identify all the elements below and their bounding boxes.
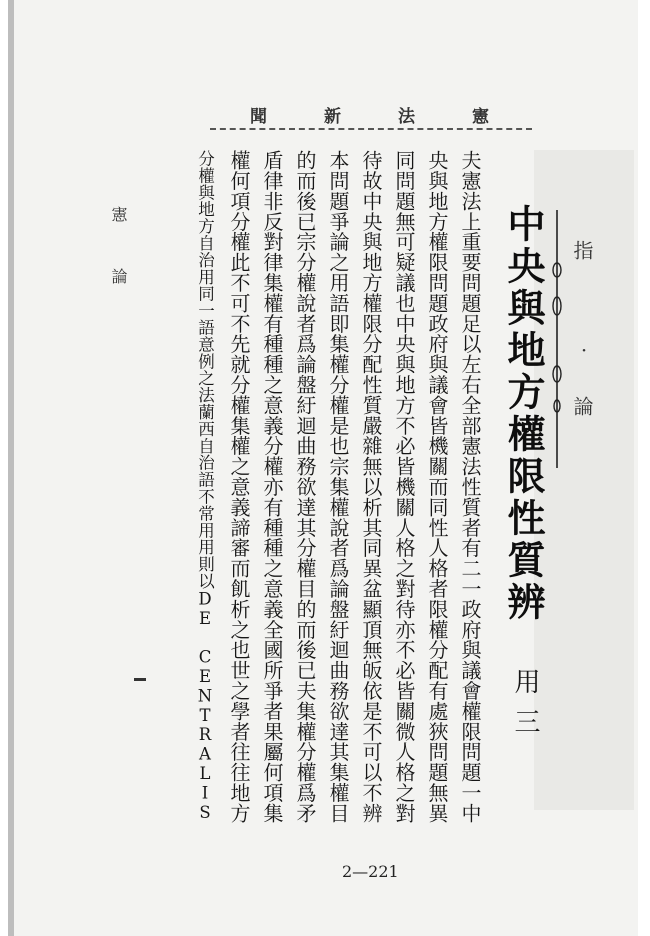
document-page — [8, 0, 638, 936]
side-label-right-top: 指 — [570, 240, 594, 260]
body-column: 待故中央與地方權限分配性質嚴雜無以析其同異盆顯頂無皈依是不可以不辨 — [359, 150, 383, 824]
body-column: 夫憲法上重要問題足以左右全部憲法性質者有二一政府與議會權限問題一中 — [458, 150, 482, 824]
header-char: 法 — [398, 107, 415, 127]
ornament-rule — [551, 210, 563, 468]
header-char: 新 — [324, 107, 341, 127]
side-label-left-top: 憲 — [109, 206, 128, 222]
body-column: 權何項分權此不可不先就分權集權之意義諦審而飢析之也世之學者往往地方 — [227, 150, 251, 824]
header-char: 憲 — [472, 107, 489, 127]
body-column: 分權與地方自治用同一語意例之法蘭西自治語不常用用則以DE CENTRALIS — [195, 150, 215, 823]
header-rule — [210, 128, 532, 130]
header-char: 聞 — [250, 107, 267, 127]
margin-mark — [134, 678, 146, 681]
side-label-right-mid: · — [572, 338, 596, 362]
body-column: 盾律非反對律集權有種種之意義分權亦有種種之意義全國所爭者果屬何項集 — [260, 150, 284, 824]
body-column: 央與地方權限問題政府與議會皆機關而同性人格者限權分配有處狹問題無異 — [425, 150, 449, 824]
body-column: 本問題爭論之用語即集權分權是也宗集權說者爲論盤紆迴曲務欲達其集權目 — [326, 150, 350, 824]
side-label-right-bottom: 論 — [570, 396, 594, 416]
body-column: 的而後已宗分權說者爲論盤紆迴曲務欲達其分權目的而後已夫集權分權爲矛 — [293, 150, 317, 824]
article-title: 中央與地方權限性質辨 — [501, 204, 546, 624]
body-column: 同問題無可疑議也中央與地方不必皆機關人格之對待亦不必皆關微人格之對 — [392, 150, 416, 824]
page-number: 2—221 — [342, 862, 399, 881]
side-label-left-bottom: 論 — [109, 268, 128, 284]
article-author: 用三 — [510, 668, 540, 748]
